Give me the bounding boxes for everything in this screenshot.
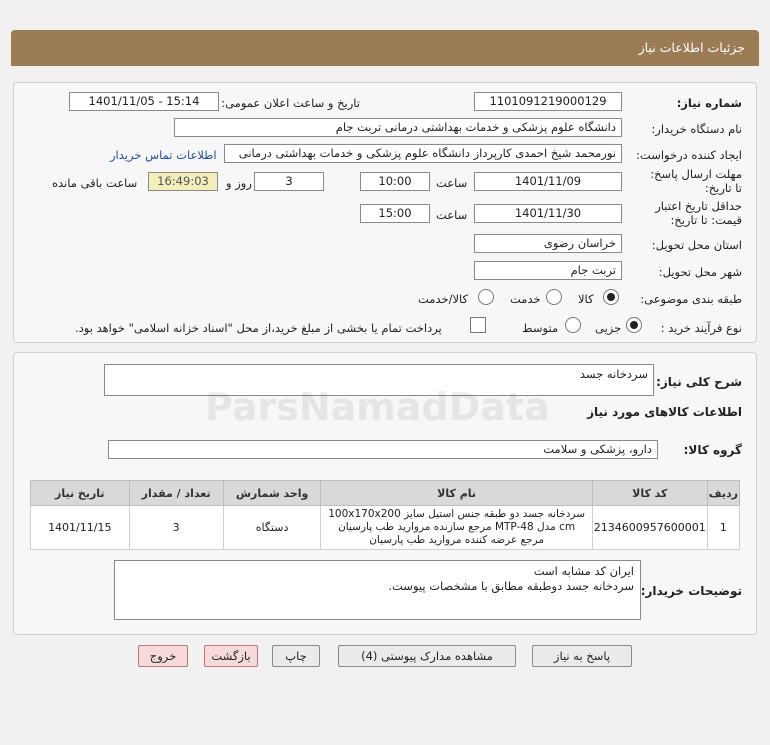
province-label: استان محل تحویل: bbox=[651, 238, 742, 252]
goods-table bbox=[30, 480, 740, 550]
goods-info-title: اطلاعات کالاهای مورد نیاز bbox=[587, 405, 742, 419]
col-name: نام کالا bbox=[321, 481, 592, 506]
reply-button[interactable]: پاسخ به نیاز bbox=[532, 645, 632, 667]
buyer-notes-line-1: ایران کد مشابه است bbox=[533, 564, 634, 578]
goods-group-label: گروه کالا: bbox=[683, 443, 742, 457]
days-label: روز و bbox=[226, 176, 252, 190]
treasury-payment-note: پرداخت تمام یا بخشی از مبلغ خرید،از محل "اسناد خزانه اسلامی" خواهد بود. bbox=[75, 321, 442, 335]
validity-time-label: ساعت bbox=[436, 208, 468, 222]
col-unit: واحد شمارش bbox=[223, 481, 321, 506]
cell-date: 1401/11/15 bbox=[31, 506, 130, 550]
buyer-org-label: نام دستگاه خریدار: bbox=[651, 122, 742, 136]
announce-field: 1401/11/05 - 15:14 bbox=[69, 92, 219, 111]
cell-row: 1 bbox=[707, 506, 739, 550]
validity-label: حداقل تاریخ اعتبار قیمت: تا تاریخ: bbox=[655, 199, 742, 227]
deadline-time-label: ساعت bbox=[436, 176, 468, 190]
creator-field: نورمحمد شیخ احمدی کارپرداز دانشگاه علوم پزشکی و خدمات بهداشتی درمانی bbox=[224, 144, 622, 163]
cell-qty: 3 bbox=[129, 506, 223, 550]
summary-field: سردخانه جسد bbox=[104, 364, 654, 396]
category-goods-radio[interactable] bbox=[603, 289, 619, 305]
col-code: کد کالا bbox=[592, 481, 707, 506]
announce-label: تاریخ و ساعت اعلان عمومی: bbox=[221, 96, 360, 110]
buyer-notes-line-2: سردخانه جسد دوطبقه مطابق با مشخصات پیوست. bbox=[388, 579, 634, 593]
process-medium-radio[interactable] bbox=[565, 317, 581, 333]
contact-buyer-link[interactable]: اطلاعات تماس خریدار bbox=[110, 148, 217, 162]
category-service-label: خدمت bbox=[510, 292, 541, 306]
process-label: نوع فرآیند خرید : bbox=[660, 321, 742, 335]
city-field: تربت جام bbox=[474, 261, 622, 280]
buyer-notes-label: توضیحات خریدار: bbox=[640, 584, 742, 598]
print-button[interactable]: چاپ bbox=[272, 645, 320, 667]
validity-date-field: 1401/11/30 bbox=[474, 204, 622, 223]
col-row: ردیف bbox=[707, 481, 739, 506]
need-number-label: شماره نیاز: bbox=[676, 96, 742, 110]
summary-label: شرح کلی نیاز: bbox=[656, 375, 742, 389]
col-qty: تعداد / مقدار bbox=[129, 481, 223, 506]
col-date: تاریخ نیاز bbox=[31, 481, 130, 506]
treasury-payment-checkbox[interactable] bbox=[470, 317, 486, 333]
cell-name: سردخانه جسد دو طبقه جنس استیل سایز 100x170x200 cm مدل MTP-48 مرجع سازنده مروارید طب پارسیان مرجع عرضه کننده مروارید طب پارسیان bbox=[321, 506, 592, 550]
back-button[interactable]: بازگشت bbox=[204, 645, 258, 667]
cell-code: 2134600957600001 bbox=[592, 506, 707, 550]
category-both-label: کالا/خدمت bbox=[418, 292, 469, 306]
category-goods-label: کالا bbox=[578, 292, 594, 306]
buyer-notes-field bbox=[114, 560, 641, 620]
process-medium-label: متوسط bbox=[522, 321, 559, 335]
process-minor-label: جزیی bbox=[595, 321, 622, 335]
goods-group-field: دارو، پزشکی و سلامت bbox=[108, 440, 658, 459]
page-title: جزئیات اطلاعات نیاز bbox=[638, 40, 745, 55]
cell-unit: دستگاه bbox=[223, 506, 321, 550]
province-field: خراسان رضوی bbox=[474, 234, 622, 253]
category-both-radio[interactable] bbox=[478, 289, 494, 305]
buyer-org-field: دانشگاه علوم پزشکی و خدمات بهداشتی درمانی تربت جام bbox=[174, 118, 622, 137]
days-field: 3 bbox=[254, 172, 324, 191]
exit-button[interactable]: خروج bbox=[138, 645, 188, 667]
category-label: طبقه بندی موضوعی: bbox=[640, 292, 742, 306]
need-number-field: 1101091219000129 bbox=[474, 92, 622, 111]
deadline-time-field: 10:00 bbox=[360, 172, 430, 191]
creator-label: ایجاد کننده درخواست: bbox=[636, 148, 742, 162]
category-service-radio[interactable] bbox=[546, 289, 562, 305]
view-attachments-button[interactable]: مشاهده مدارک پیوستی (4) bbox=[338, 645, 516, 667]
deadline-date-field: 1401/11/09 bbox=[474, 172, 622, 191]
remaining-time-label: ساعت باقی مانده bbox=[52, 176, 138, 190]
validity-time-field: 15:00 bbox=[360, 204, 430, 223]
page-header bbox=[11, 30, 759, 66]
deadline-label: مهلت ارسال پاسخ: تا تاریخ: bbox=[650, 167, 742, 195]
table-row bbox=[31, 506, 740, 550]
remaining-time-field: 16:49:03 bbox=[148, 172, 218, 191]
city-label: شهر محل تحویل: bbox=[658, 265, 742, 279]
process-minor-radio[interactable] bbox=[626, 317, 642, 333]
table-header-row bbox=[31, 481, 740, 506]
